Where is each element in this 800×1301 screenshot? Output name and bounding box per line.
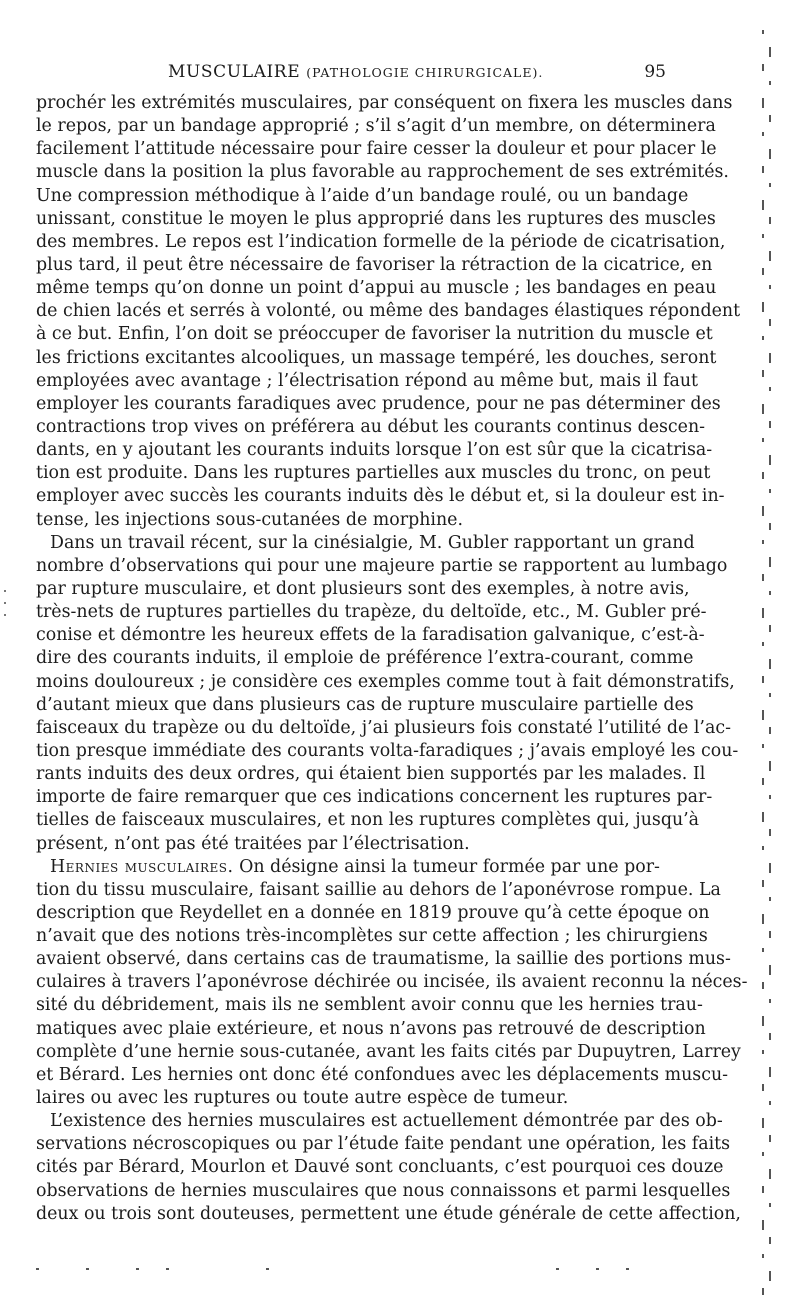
scan-mark (762, 676, 764, 683)
scan-mark (769, 693, 771, 697)
scan-mark (769, 659, 771, 669)
scan-left-dots (4, 590, 6, 626)
text-line: tense, les injections sous-cutanées de morphine. (36, 509, 463, 530)
scan-mark (762, 710, 764, 720)
scan-dot (36, 1268, 39, 1270)
text-line: employer avec succès les courants induits dès le début et, si la douleur est in- (36, 486, 725, 507)
text-line: par rupture musculaire, et dont plusieurs sont des exemples, à notre avis, (36, 578, 690, 599)
text-line: tielles de faisceaux musculaires, et non les ruptures complètes qui, jusqu’à (36, 810, 700, 831)
scan-dot (266, 1268, 269, 1270)
text-line: plus tard, il peut être nécessaire de favoriser la rétraction de la cicatrice, en (36, 254, 713, 275)
body-text (36, 92, 748, 1226)
text-line: présent, n’ont pas été traitées par l’électrisation. (36, 833, 470, 854)
scan-mark (762, 608, 764, 618)
scan-mark (769, 727, 771, 734)
scan-mark (769, 795, 771, 799)
text-line: employées avec avantage ; l’électrisation répond au même but, mais il faut (36, 370, 699, 391)
text-line: très-nets de ruptures partielles du trapèze, du deltoïde, etc., M. Gubler pré- (36, 602, 707, 623)
scan-mark (762, 540, 764, 544)
text-line: des membres. Le repos est l’indication formelle de la période de cicatrisation, (36, 231, 726, 252)
text-line: n’avait que des notions très-incomplètes sur cette affection ; les chirurgiens (36, 926, 708, 947)
scan-mark (769, 47, 771, 57)
text-line: moins douloureux ; je considère ces exemples comme tout à fait démonstratifs, (36, 671, 735, 692)
scan-mark (762, 1050, 764, 1054)
running-head-title (168, 62, 543, 82)
scan-mark (762, 914, 764, 924)
scan-mark (769, 1067, 771, 1077)
text-line: conise et démontre les heureux effets de la faradisation galvanique, c’est-à- (36, 625, 705, 646)
scan-mark (769, 863, 771, 873)
scan-dot (596, 1268, 599, 1270)
text-line: muscle dans la position la plus favorable au rapprochement de ses extrémités. (36, 162, 729, 183)
scan-mark (769, 829, 771, 836)
text-line: et Bérard. Les hernies ont donc été confondues avec les déplacements muscu- (36, 1064, 729, 1085)
scan-dot (136, 1268, 139, 1270)
scan-dot (166, 1268, 169, 1270)
scan-mark (769, 931, 771, 938)
scan-mark (762, 132, 764, 136)
text-line: à ce but. Enfin, l’on doit se préoccuper de favoriser la nutrition du muscle et (36, 324, 713, 345)
text-line: unissant, constitue le moyen le plus approprié dans les ruptures des muscles (36, 208, 716, 229)
scan-mark (769, 387, 771, 391)
scan-mark (762, 1084, 764, 1091)
scan-mark (762, 1288, 764, 1295)
text-line: même temps qu’on donne un point d’appui au muscle ; les bandages en peau (36, 278, 717, 299)
text-line: facilement l’attitude nécessaire pour faire cesser la douleur et pour placer le (36, 139, 717, 160)
scan-mark (762, 1152, 764, 1156)
text-line: d’autant mieux que dans plusieurs cas de rupture musculaire partielle des (36, 694, 694, 715)
scan-mark (762, 200, 764, 210)
scan-mark (769, 1169, 771, 1179)
scan-mark (762, 778, 764, 785)
scan-mark (769, 965, 771, 975)
text-line: Hernies musculaires. On désigne ainsi la tumeur formée par une por- (50, 856, 660, 877)
scan-mark (769, 115, 771, 122)
text-line: observations de hernies musculaires que nous connaissons et parmi lesquelles (36, 1180, 731, 1201)
scan-dot (626, 1268, 629, 1270)
scan-mark (769, 999, 771, 1003)
scan-mark (769, 1203, 771, 1207)
scan-mark (769, 1101, 771, 1105)
text-line: tion du tissu musculaire, faisant saillie au dehors de l’aponévrose rompue. La (36, 879, 721, 900)
scan-mark (769, 353, 771, 363)
page-number: 95 (644, 62, 666, 82)
text-line: culaires à travers l’aponévrose déchirée ou incisée, ils avaient reconnu la néces- (36, 972, 748, 993)
scan-mark (769, 897, 771, 901)
scan-mark (762, 234, 764, 238)
running-head-main: MUSCULAIRE (168, 62, 301, 82)
scan-mark (762, 438, 764, 442)
text-line: employer les courants faradiques avec prudence, pour ne pas déterminer des (36, 393, 721, 414)
text-line: complète d’une hernie sous-cutanée, avant les faits cités par Dupuytren, Larrey (36, 1041, 741, 1062)
text-line: cités par Bérard, Mourlon et Dauvé sont concluants, c’est pourquoi ces douze (36, 1157, 724, 1178)
scan-mark (762, 948, 764, 952)
scan-mark (762, 98, 764, 108)
scan-mark (762, 880, 764, 887)
scan-mark (762, 1220, 764, 1230)
scan-mark (762, 642, 764, 646)
scan-dot (86, 1268, 89, 1270)
scan-mark (762, 506, 764, 516)
text-line: matiques avec plaie extérieure, et nous n’avons pas retrouvé de description (36, 1018, 706, 1039)
scan-mark (762, 982, 764, 989)
text-line: laires ou avec les ruptures ou toute autre espèce de tumeur. (36, 1088, 569, 1109)
text-line: le repos, par un bandage approprié ; s’il s’agit d’un membre, on déterminera (36, 116, 716, 137)
scan-mark (762, 1254, 764, 1258)
scan-mark (769, 183, 771, 187)
scan-mark (769, 557, 771, 567)
text-line: tion presque immédiate des courants volta-faradiques ; j’avais employé les cou- (36, 740, 739, 761)
text-line: dire des courants induits, il emploie de préférence l’extra-courant, comme (36, 648, 694, 669)
text-line: deux ou trois sont douteuses, permettent une étude générale de cette affection, (36, 1203, 741, 1224)
scan-mark (769, 1135, 771, 1142)
text-line: contractions trop vives on préférera au début les courants continus descen- (36, 416, 706, 437)
text-line: prochér les extrémités musculaires, par conséquent on fixera les muscles dans (36, 93, 733, 113)
scan-mark (769, 761, 771, 771)
scan-mark (769, 523, 771, 530)
scan-mark (769, 489, 771, 493)
scan-mark (769, 625, 771, 632)
running-head (36, 62, 666, 90)
scan-mark (769, 251, 771, 261)
scan-mark (762, 64, 764, 71)
text-line: description que Reydellet en a donnée en 1819 prouve qu’à cette époque on (36, 902, 710, 923)
scan-mark (762, 812, 764, 822)
text-line: avaient observé, dans certains cas de traumatisme, la saillie des portions mus- (36, 949, 731, 970)
scan-mark (769, 455, 771, 465)
text-line: nombre d’observations qui pour une majeure partie se rapportent au lumbago (36, 555, 728, 576)
scan-mark (762, 268, 764, 275)
scan-mark (769, 421, 771, 428)
scan-bottom-dots (36, 1268, 636, 1274)
scan-mark (762, 574, 764, 581)
text-line: de chien lacés et serrés à volonté, ou même des bandages élastiques répondent (36, 301, 741, 322)
scan-mark (769, 217, 771, 224)
text-line: faisceaux du trapèze ou du deltoïde, j’ai plusieurs fois constaté l’utilité de l’ac- (36, 717, 731, 738)
scan-mark (769, 1033, 771, 1040)
scan-dot (556, 1268, 559, 1270)
text-line: les frictions excitantes alcooliques, un massage tempéré, les douches, seront (36, 347, 717, 368)
scan-mark (769, 319, 771, 326)
scan-mark (762, 846, 764, 850)
scan-mark (769, 149, 771, 159)
scan-mark (769, 81, 771, 85)
text-line: servations nécroscopiques ou par l’étude faite pendant une opération, les faits (36, 1134, 731, 1155)
text-line: dants, en y ajoutant les courants induits lorsque l’on est sûr que la cicatrisa- (36, 440, 713, 461)
scan-mark (769, 1237, 771, 1244)
scan-mark (762, 302, 764, 312)
scan-mark (762, 472, 764, 479)
text-line: rants induits des deux ordres, qui étaient bien supportés par les malades. Il (36, 764, 706, 785)
scan-mark (769, 285, 771, 289)
scan-mark (769, 591, 771, 595)
scan-edge-marks (742, 0, 800, 1301)
scan-mark (762, 370, 764, 377)
scan-mark (762, 166, 764, 173)
scan-mark (762, 30, 764, 34)
scan-mark (762, 404, 764, 414)
text-line: tion est produite. Dans les ruptures partielles aux muscles du tronc, on peut (36, 463, 711, 484)
scan-mark (762, 744, 764, 748)
scan-mark (769, 1271, 771, 1281)
running-head-subtitle: (PATHOLOGIE CHIRURGICALE). (306, 65, 544, 80)
text-line: L’existence des hernies musculaires est actuellement démontrée par des ob- (50, 1111, 723, 1132)
text-line: sité du débridement, mais ils ne semblent avoir connu que les hernies trau- (36, 995, 703, 1016)
section-heading: Hernies musculaires. (50, 856, 234, 877)
scan-mark (762, 1186, 764, 1193)
scan-mark (762, 1016, 764, 1026)
scan-mark (762, 336, 764, 340)
text-line: importe de faire remarquer que ces indications concernent les ruptures par- (36, 787, 713, 808)
scan-mark (762, 1118, 764, 1128)
text-line: Dans un travail récent, sur la cinésialgie, M. Gubler rapportant un grand (50, 532, 695, 553)
text-line: Une compression méthodique à l’aide d’un bandage roulé, ou un bandage (36, 185, 689, 206)
